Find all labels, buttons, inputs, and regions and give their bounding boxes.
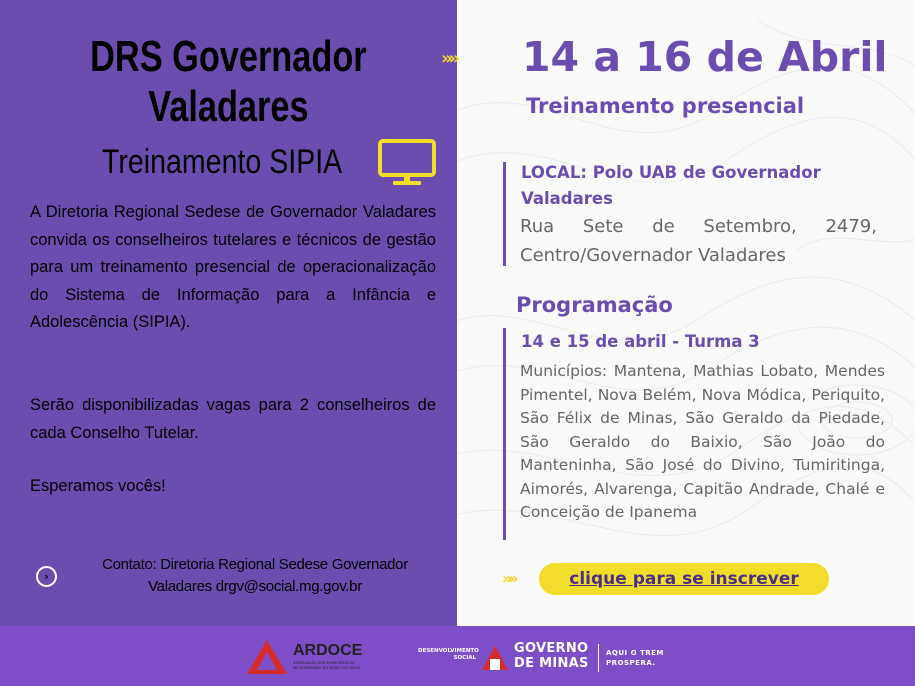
government-name (514, 641, 589, 671)
description-paragraph: A Diretoria Regional Sedese de Governador Valadares convida os conselheiros tutelares e técnicos de gestão para um treinamento presencial de operacionalização do Sistema de Informação para a Infância e Adolescência (SIPIA). (30, 203, 436, 332)
accent-bar-location (503, 162, 506, 266)
location-address: Rua Sete de Setembro, 2479, Centro/Governador Valadares (520, 216, 877, 266)
closing-text: Esperamos vocês! (30, 477, 166, 495)
contact-line-2: Valadares drgv@social.mg.gov.br (148, 578, 362, 595)
chevron-right-circle-icon: › (36, 566, 57, 587)
municipalities-list: Municípios: Mantena, Mathias Lobato, Mendes Pimentel, Nova Belém, Nova Módica, Periquito, São Félix de Minas, São Geraldo da Piedade, São Geraldo do Baixio, São João do Manteninha, São José do Divino, Tumiritinga, Aimorés, Alvarenga, Capitão Andrade, Chalé e Conceição de Ipanema (520, 362, 885, 521)
double-chevron-icon: »» (441, 48, 457, 69)
slogan-line-2: PROSPERA. (606, 659, 656, 667)
vacancies-paragraph: Serão disponibilizadas vagas para 2 conselheiros de cada Conselho Tutelar. (30, 396, 436, 442)
ardoce-logo (245, 638, 289, 676)
subtitle: Treinamento SIPIA (102, 143, 343, 181)
footer-divider (598, 644, 599, 672)
ardoce-subtitle: ASSOCIAÇÃO DOS MUNICÍPIOS DA MICRORREGIÃO DO MÉDIO RIO DOCE (293, 661, 361, 670)
event-mode: Treinamento presencial (526, 94, 805, 118)
monitor-icon (377, 138, 437, 188)
title-line-2: Valadares (148, 82, 309, 131)
gov-line-1: GOVERNO (514, 641, 589, 656)
signup-button[interactable]: clique para se inscrever (539, 563, 829, 595)
slogan-line-1: AQUI O TREM (606, 649, 664, 657)
turma-heading: 14 e 15 de abril - Turma 3 (521, 332, 760, 351)
title-line-1: DRS Governador (90, 32, 367, 81)
ardoce-name: ARDOCE (293, 642, 363, 659)
minas-gerais-logo (481, 644, 509, 672)
slogan (606, 648, 664, 668)
gov-line-2: DE MINAS (514, 656, 589, 671)
location-title: LOCAL: Polo UAB de Governador Valadares (521, 163, 821, 208)
dev-social-label: DESENVOLVIMENTO SOCIAL (418, 648, 479, 661)
contact-line-1: Contato: Diretoria Regional Sedese Governador (102, 556, 408, 573)
double-chevron-icon: »» (502, 569, 515, 588)
page-title (50, 32, 406, 132)
program-title: Programação (516, 293, 673, 317)
event-date: 14 a 16 de Abril (522, 33, 888, 81)
contact-info (72, 554, 438, 598)
accent-bar-program (503, 328, 506, 540)
